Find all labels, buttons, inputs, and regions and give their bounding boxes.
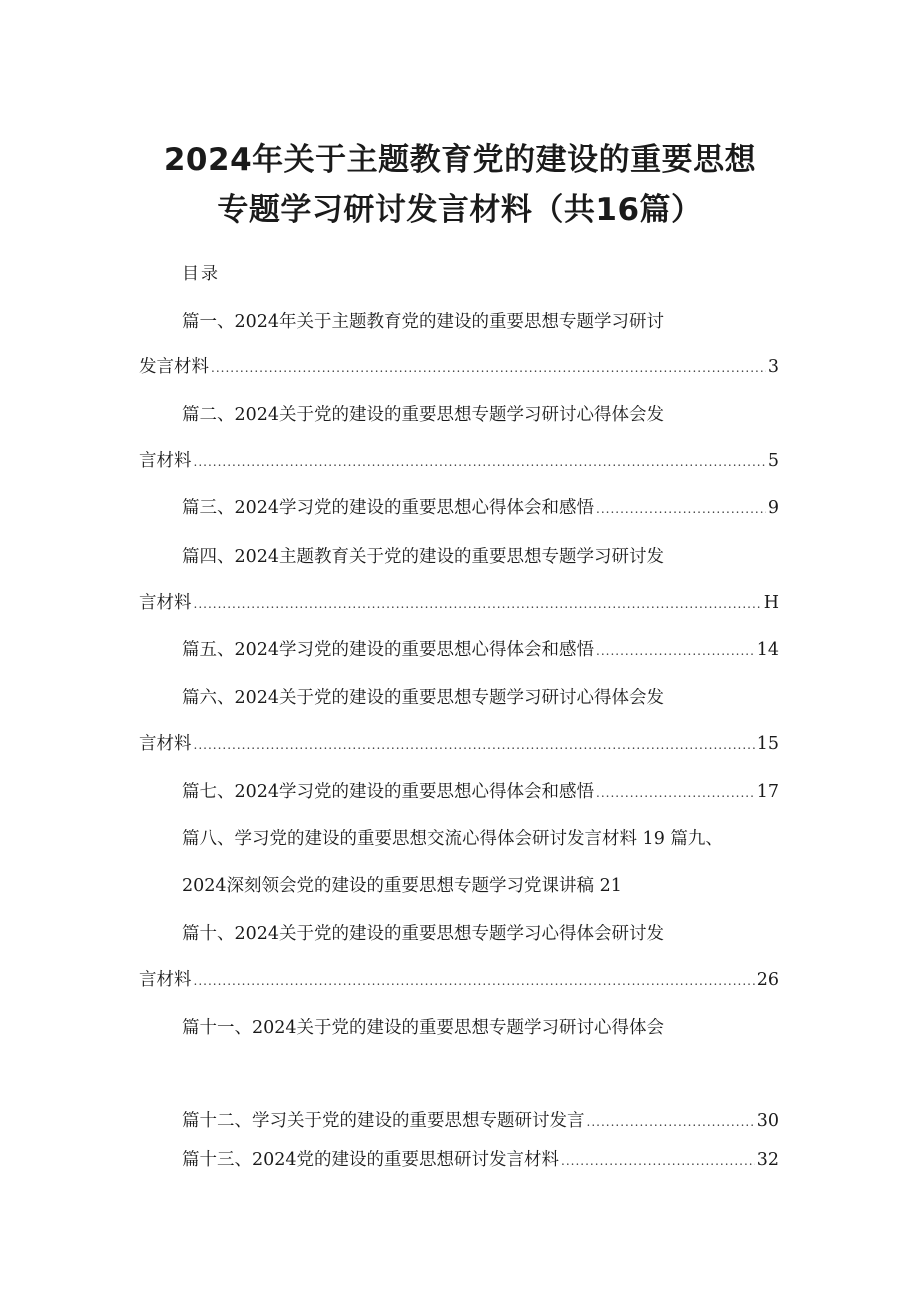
- toc-entry-text: 篇三、2024学习党的建设的重要思想心得体会和感悟: [182, 498, 595, 518]
- toc-page-number: H: [763, 593, 779, 613]
- dot-leader: [194, 733, 755, 757]
- toc-entry-11: [182, 1016, 782, 1040]
- toc-entry-1-line-2: [139, 355, 779, 380]
- toc-entry-text: 篇七、2024学习党的建设的重要思想心得体会和感悟: [182, 782, 595, 802]
- toc-entry-4-line-1: [182, 545, 782, 569]
- toc-entry-text: 篇六、2024关于党的建设的重要思想专题学习研讨心得体会发: [182, 688, 665, 708]
- toc-entry-2-line-2: [139, 449, 779, 474]
- toc-entry-10-line-1: [182, 922, 782, 946]
- toc-page-number: 26: [756, 970, 779, 990]
- toc-page-number: 17: [756, 782, 779, 802]
- toc-entry-text: 篇二、2024关于党的建设的重要思想专题学习研讨心得体会发: [182, 405, 665, 425]
- dot-leader: [561, 1149, 755, 1173]
- dot-leader: [194, 450, 766, 474]
- toc-entry-text: 篇十二、学习关于党的建设的重要思想专题研讨发言: [182, 1111, 585, 1131]
- toc-entry-text: 2024深刻领会党的建设的重要思想专题学习党课讲稿 21: [182, 876, 622, 896]
- toc-entry-text: 篇四、2024主题教育关于党的建设的重要思想专题学习研讨发: [182, 547, 665, 567]
- toc-entry-text: 言材料: [139, 734, 192, 754]
- toc-page-number: 14: [756, 640, 779, 660]
- dot-leader: [596, 781, 755, 805]
- toc-entry-text: 篇十一、2024关于党的建设的重要思想专题学习研讨心得体会: [182, 1018, 665, 1038]
- document-title-line-2: 专题学习研讨发言材料（共16篇）: [217, 192, 703, 228]
- toc-entry-12: [182, 1109, 779, 1134]
- toc-entry-2-line-1: [182, 403, 782, 427]
- toc-entry-1-line-1: [182, 310, 782, 334]
- document-title-line-1: 2024年关于主题教育党的建设的重要思想: [163, 142, 757, 178]
- toc-entry-13: [182, 1148, 779, 1173]
- toc-entry-5: [182, 638, 779, 663]
- toc-entry-text: 篇一、2024年关于主题教育党的建设的重要思想专题学习研讨: [182, 312, 665, 332]
- toc-entry-text: 言材料: [139, 451, 192, 471]
- toc-page-number: 3: [767, 357, 779, 377]
- dot-leader: [194, 592, 762, 616]
- dot-leader: [587, 1110, 755, 1134]
- toc-entry-10-line-2: [139, 968, 779, 993]
- toc-entry-text: 篇十三、2024党的建设的重要思想研讨发言材料: [182, 1150, 560, 1170]
- toc-entry-4-line-2: [139, 591, 779, 616]
- toc-entry-text: 篇八、学习党的建设的重要思想交流心得体会研讨发言材料 19 篇九、: [182, 829, 723, 849]
- toc-entry-text: 言材料: [139, 593, 192, 613]
- toc-entry-9: [182, 874, 782, 898]
- dot-leader: [194, 969, 755, 993]
- toc-page-number: 32: [756, 1150, 779, 1170]
- toc-page-number: 30: [756, 1111, 779, 1131]
- toc-entry-8: [182, 827, 812, 851]
- dot-leader: [596, 639, 755, 663]
- toc-entry-6-line-1: [182, 686, 782, 710]
- toc-page-number: 15: [756, 734, 779, 754]
- toc-page-number: 5: [767, 451, 779, 471]
- toc-entry-text: 篇十、2024关于党的建设的重要思想专题学习心得体会研讨发: [182, 924, 665, 944]
- toc-page-number: 9: [767, 498, 779, 518]
- toc-entry-7: [182, 780, 779, 805]
- toc-entry-6-line-2: [139, 732, 779, 757]
- toc-heading: 目录: [182, 264, 220, 284]
- dot-leader: [596, 497, 766, 521]
- toc-entry-3: [182, 496, 779, 521]
- toc-entry-text: 言材料: [139, 970, 192, 990]
- toc-entry-text: 发言材料: [139, 357, 209, 377]
- dot-leader: [211, 356, 766, 380]
- toc-entry-text: 篇五、2024学习党的建设的重要思想心得体会和感悟: [182, 640, 595, 660]
